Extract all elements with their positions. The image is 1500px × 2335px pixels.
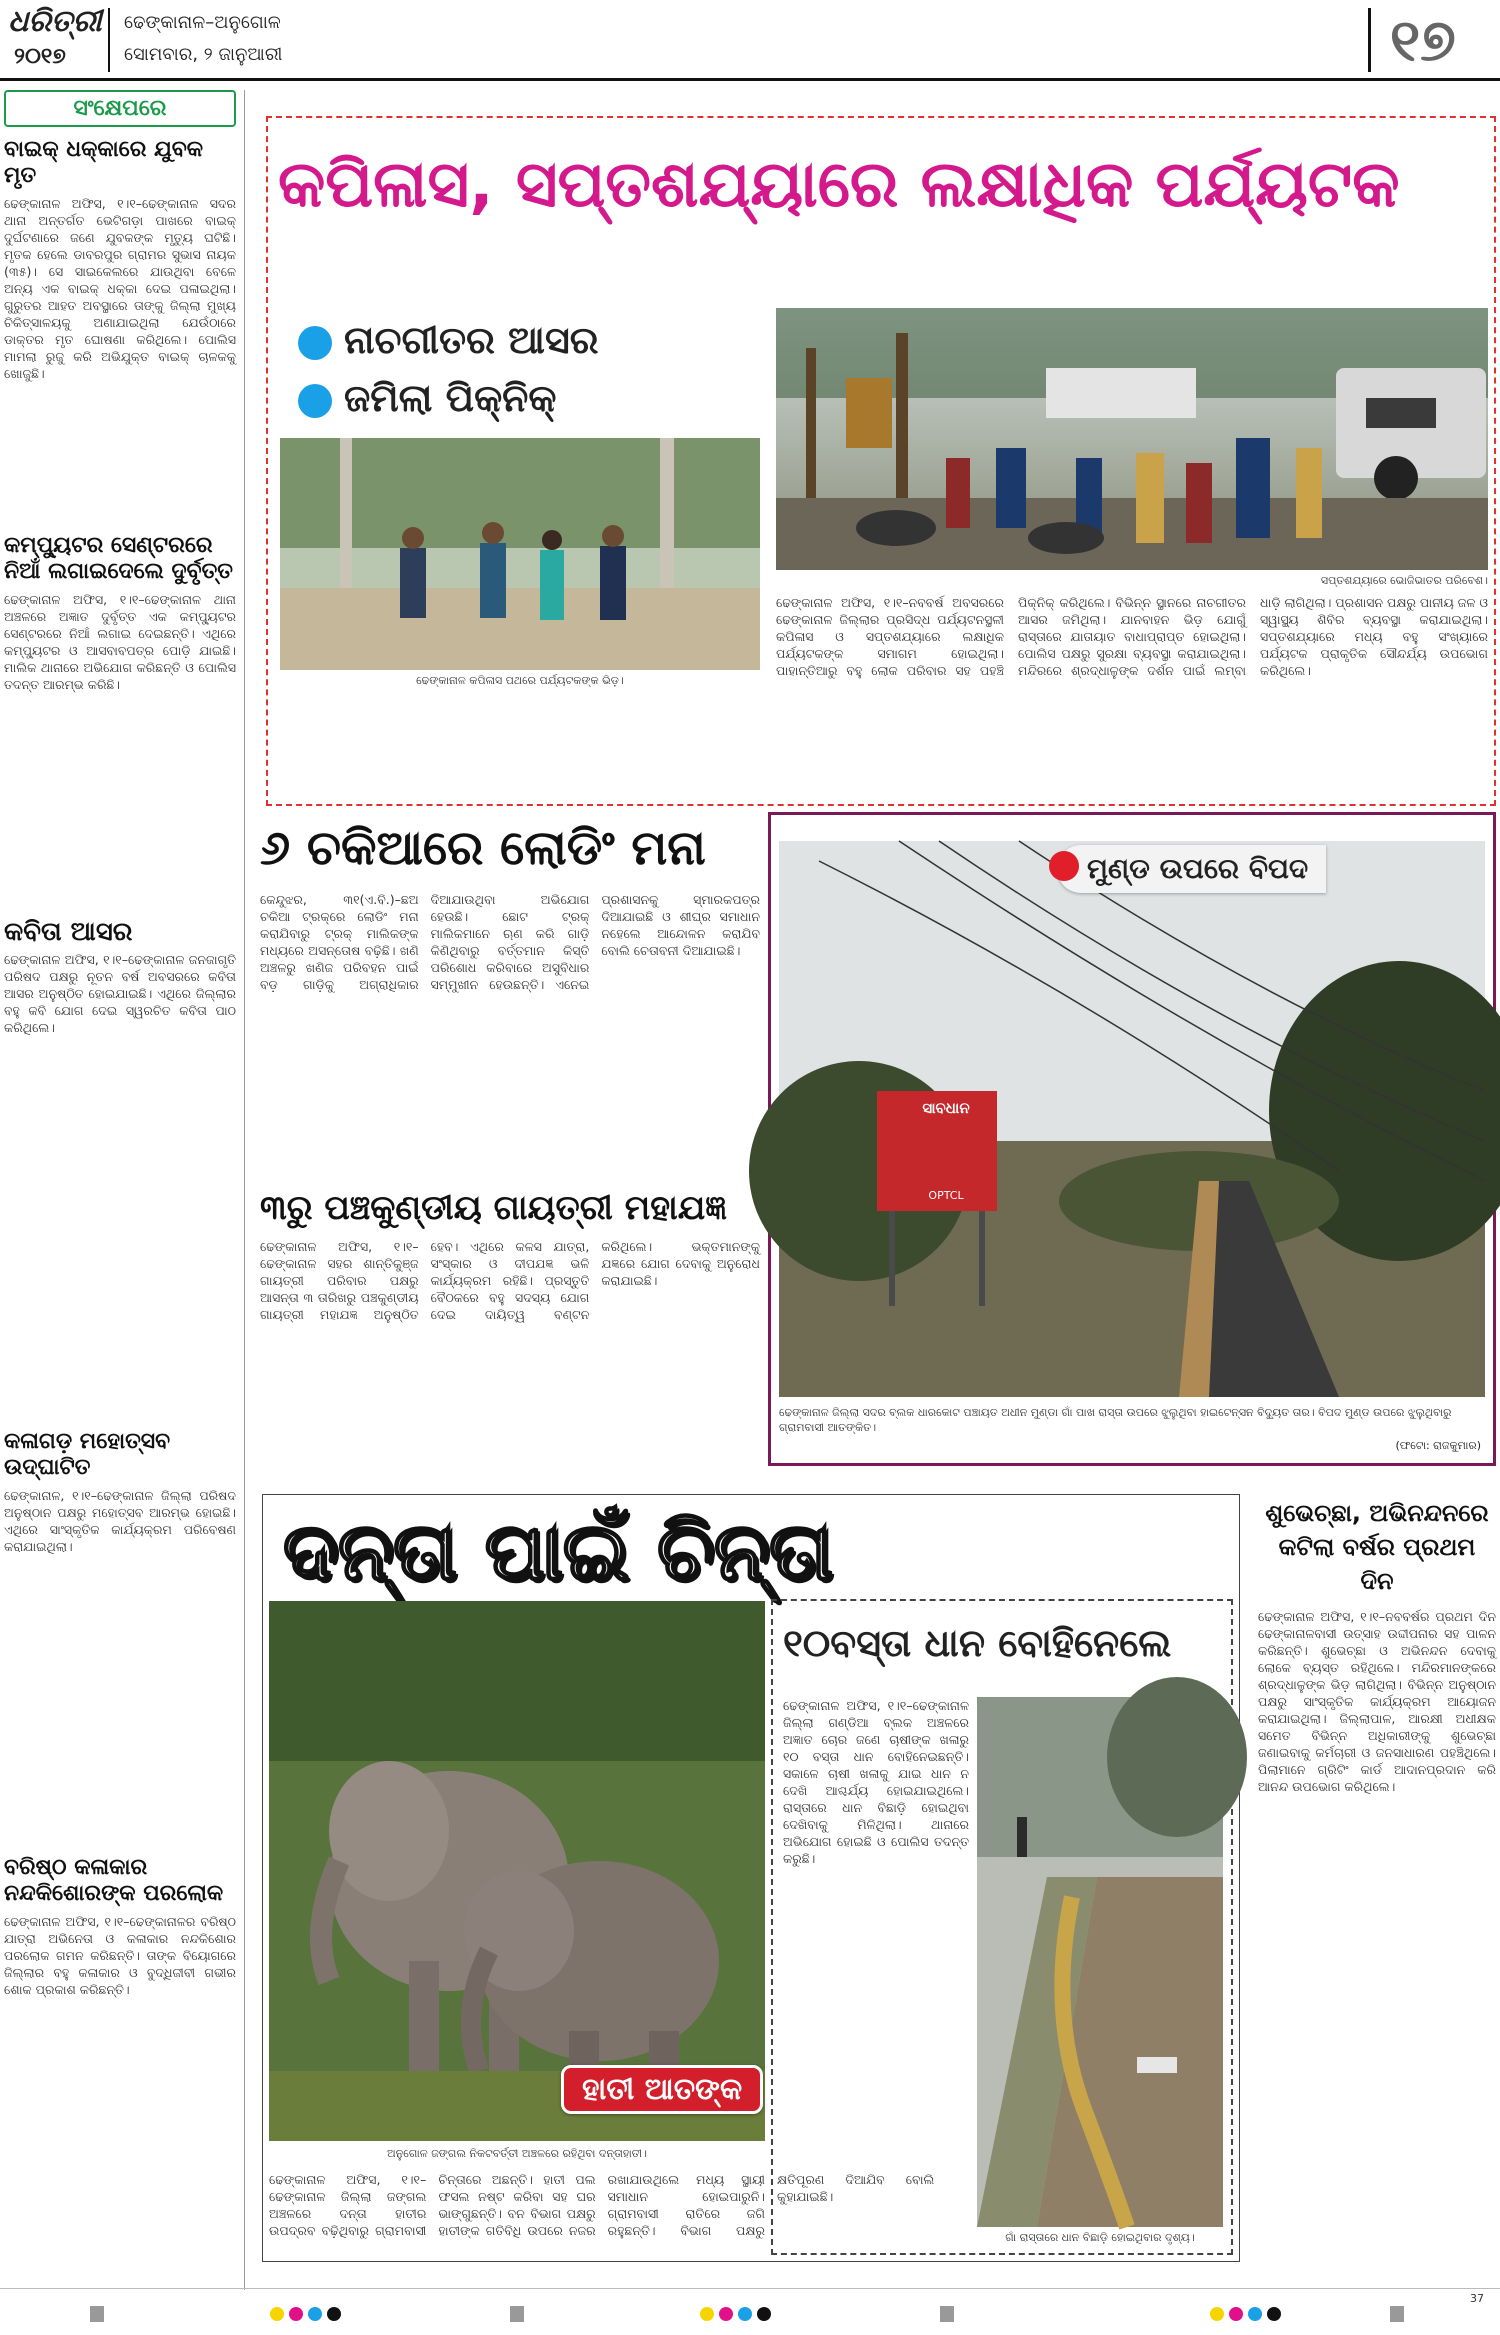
danger-sign-title: ସାବଧାନ [922,1099,970,1117]
sidebar-story-5-body: ଢେଙ୍କାନାଳ ଅଫିସ, ୧।୧–ଢେଙ୍କାନାଳର ବରିଷ୍ଠ ଯାତ୍ରା ଅଭିନେତା ଓ କଳାକାର ନନ୍ଦକିଶୋର ପରଲୋକ ଗମନ କରିଛନ୍ତି। ତାଙ୍କ ବିୟୋଗରେ ଜିଲ୍ଲାର ବହୁ କଳାକାର ଓ ବୁଦ୍ଧିଜୀବୀ ଗଭୀର ଶୋକ ପ୍ରକାଶ କରିଛନ୍ତି। [4,1914,236,1997]
sidebar-story-1-headline: ବାଇକ୍‌ ଧକ୍କାରେ ଯୁବକ ମୃତ [4,137,204,188]
sidebar [4,90,236,2290]
edition-label: ଢେଙ୍କାନାଳ–ଅନୁଗୋଳ [124,12,281,33]
newyear-story [1258,1496,1496,2264]
bullet-dot-icon [298,384,332,418]
sidebar-story-5-headline: ବରିଷ୍ଠ କଳାକାର ନନ୍ଦକିଶୋରଙ୍କ ପରଲୋକ [4,1855,224,1906]
issue-date: ସୋମବାର, ୨ ଜାନୁଆରୀ [124,44,283,65]
sidebar-story-3-headline: କବିତା ଆସର [4,917,133,947]
loading-story [260,820,760,1180]
registration-marks [90,2306,1410,2322]
gayatri-story-body: ଢେଙ୍କାନାଳ ଅଫିସ, ୧।୧–ଢେଙ୍କାନାଳ ସହର ଶାନ୍ତିକୁଞ୍ଜ ଗାୟତ୍ରୀ ପରିବାର ପକ୍ଷରୁ ଆସନ୍ତା ୩ ତାରିଖରୁ ପଞ୍ଚକୁଣ୍ଡୀୟ ଗାୟତ୍ରୀ ମହାଯଜ୍ଞ ଅନୁଷ୍ଠିତ ହେବ। ଏଥିରେ କଳସ ଯାତ୍ରା, ସଂସ୍କାର ଓ ଦୀପଯଜ୍ଞ ଭଳି କାର୍ଯ୍ୟକ୍ରମ ରହିଛି। ପ୍ରସ୍ତୁତି ବୈଠକରେ ବହୁ ସଦସ୍ୟ ଯୋଗ ଦେଇ ଦାୟିତ୍ୱ ବଣ୍ଟନ କରିଥିଲେ। ଭକ୍ତମାନଙ୍କୁ ଯଜ୍ଞରେ ଯୋଗ ଦେବାକୁ ଅନୁରୋଧ କରାଯାଇଛି। [260,1239,760,1322]
masthead [0,0,1500,80]
danger-caption: ଢେଙ୍କାନାଳ ଜିଲ୍ଲା ସଦର ବ୍ଲକ ଧାରକୋଟ ପଞ୍ଚାୟତ ଅଧୀନ ମୁଣ୍ଡା ଗାଁ ପାଖ ରାସ୍ତା ଉପରେ ଝୁଲୁଥିବା ହାଇଟେନ୍‌ସନ ବିଦ୍ୟୁତ ତାର। ବିପଦ ମୁଣ୍ଡ ଉପରେ ଝୁଲୁଥିବାରୁ ଗ୍ରାମବାସୀ ଆତଙ୍କିତ। [779,1406,1452,1434]
masthead-logo: ଧରିତ୍ରୀ [8,4,102,39]
danger-photo [779,841,1485,1397]
lead-story [266,116,1496,806]
newyear-headline: ଶୁଭେଚ୍ଛା, ଅଭିନନ୍ଦନରେ କଟିଲା ବର୍ଷର ପ୍ରଥମ ଦିନ [1265,1499,1489,1595]
gray-mark-icon [940,2306,954,2322]
alert-dot-icon [1049,851,1079,881]
cmyk-dots-icon [700,2306,771,2325]
sidebar-section-label [4,90,236,127]
sidebar-story-4-headline: କଳାଗଡ଼ ମହୋତ୍ସବ ଉଦ୍‌ଘାଟିତ [4,1429,171,1480]
crowd-photo-illustration [776,308,1488,570]
paddy-photo-caption: ଗାଁ ରାସ୍ତାରେ ଧାନ ବିଛାଡ଼ି ହୋଇଥିବାର ଦୃଶ୍ୟ। [1005,2231,1195,2244]
danger-story [768,812,1496,1466]
paddy-photo [977,1697,1223,2227]
sidebar-story-2-headline: କମ୍ପ୍ୟୁଟର ସେଣ୍ଟରରେ ନିଆଁ ଲଗାଇଦେଲେ ଦୁର୍ବୃତ୍ତ [4,533,233,584]
sidebar-story-1-body: ଢେଙ୍କାନାଳ ଅଫିସ, ୧।୧–ଢେଙ୍କାନାଳ ସଦର ଥାନା ଅନ୍ତର୍ଗତ ଭେଟିଗଡ଼ା ପାଖରେ ବାଇକ୍‌ ଦୁର୍ଘଟଣାରେ ଜଣେ ଯୁବକଙ୍କ ମୃତ୍ୟୁ ଘଟିଛି। ମୃତକ ହେଲେ ଡାବରପୁର ଗ୍ରାମର ସୁଭାସ ନାୟକ (୩୫)। ସେ ସାଇକେଲରେ ଯାଉଥିବା ବେଳେ ଅନ୍ୟ ଏକ ବାଇକ୍‌ ଧକ୍କା ଦେଇ ପଳାଇଥିଲା। ଗୁରୁତର ଆହତ ଅବସ୍ଥାରେ ତାଙ୍କୁ ଜିଲ୍ଲା ମୁଖ୍ୟ ଚିକିତ୍ସାଳୟକୁ ଅଣାଯାଇଥିଲା ଯେଉଁଠାରେ ଡାକ୍ତର ମୃତ ଘୋଷଣା କରିଥିଲେ। ପୋଲିସ ମାମଲା ରୁଜୁ କରି ଅଭିଯୁକ୍ତ ବାଇକ୍‌ ଚାଳକକୁ ଖୋଜୁଛି। [4,196,236,381]
footer-page-number: 37 [1470,2292,1484,2305]
sidebar-divider [244,90,245,2290]
paddy-road-photo-illustration [977,1697,1223,2227]
lead-photo-walkers-caption: ଢେଙ୍କାନାଳ କପିଳାସ ପଥରେ ପର୍ଯ୍ୟଟକଙ୍କ ଭିଡ଼। [416,674,624,687]
lead-photo-crowd [776,308,1488,570]
loading-headline: ୬ ଚକିଆରେ ଲୋଡିଂ ମନା [260,820,706,876]
power-line-photo-illustration [779,841,1485,1397]
lead-bullet-2-text: ଜମିଲା ପିକ୍‌ନିକ୍‌ [344,376,557,420]
page-number: ୧୭ [1390,6,1456,74]
elephant-story [262,1494,1240,2262]
elephant-story-body: ଢେଙ୍କାନାଳ ଅଫିସ, ୧।୧–ଢେଙ୍କାନାଳ ଜିଲ୍ଲା ଜଙ୍ଗଲ ଅଞ୍ଚଳରେ ଦନ୍ତା ହାତୀର ଉପଦ୍ରବ ବଢ଼ିଥିବାରୁ ଗ୍ରାମବାସୀ ଚିନ୍ତାରେ ଅଛନ୍ତି। ହାତୀ ପଲ ଫସଲ ନଷ୍ଟ କରିବା ସହ ଘର ଭାଙ୍ଗୁଛନ୍ତି। ବନ ବିଭାଗ ପକ୍ଷରୁ ହାତୀଙ୍କ ଗତିବିଧି ଉପରେ ନଜର ରଖାଯାଉଥିଲେ ମଧ୍ୟ ସ୍ଥାୟୀ ସମାଧାନ ହୋଇପାରୁନି। ଗ୍ରାମବାସୀ ରାତିରେ ଜଗି ରହୁଛନ୍ତି। ବିଭାଗ ପକ୍ଷରୁ କ୍ଷତିପୂରଣ ଦିଆଯିବ ବୋଲି କୁହାଯାଇଛି। [269,2172,935,2238]
elephant-photo-illustration [269,1601,765,2141]
elephant-tag-text: ହାତୀ ଆତଙ୍କ [582,2072,743,2107]
lead-photo-crowd-caption: ସପ୍ତଶଯ୍ୟାରେ ଭୋଜିଭାତର ପରିବେଶ। [1320,574,1488,587]
elephant-photo [269,1601,765,2141]
walkers-photo-illustration [280,438,760,670]
elephant-photo-caption: ଅନୁଗୋଳ ଜଙ୍ଗଲ ନିକଟବର୍ତ୍ତୀ ଅଞ୍ଚଳରେ ରହିଥିବା ଦନ୍ତାହାତୀ। [387,2147,647,2160]
sidebar-story-2-body: ଢେଙ୍କାନାଳ ଅଫିସ, ୧।୧–ଢେଙ୍କାନାଳ ଥାନା ଅଞ୍ଚଳରେ ଅଜ୍ଞାତ ଦୁର୍ବୃତ୍ତ ଏକ କମ୍ପ୍ୟୁଟର ସେଣ୍ଟରରେ ନିଆଁ ଲଗାଇ ଦେଇଛନ୍ତି। ଏଥିରେ କମ୍ପ୍ୟୁଟର ଓ ଆସବାବପତ୍ର ପୋଡ଼ି ଯାଇଛି। ମାଲିକ ଥାନାରେ ଅଭିଯୋଗ କରିଛନ୍ତି ଓ ପୋଲିସ ତଦନ୍ତ ଆରମ୍ଭ କରିଛି। [4,592,236,692]
page-number-divider [1368,8,1371,72]
lead-photo-walkers [280,438,760,670]
cmyk-dots-icon [1210,2306,1281,2325]
masthead-year: ୨୦୧୭ [14,44,66,69]
loading-story-body: କେନ୍ଦୁଝର, ୩୧(ଏ.ବି.)–ଛଅ ଚକିଆ ଟ୍ରକ୍‌ରେ ଲୋଡିଂ ମନା କରାଯିବାରୁ ଟ୍ରକ୍‌ ମାଲିକଙ୍କ ମଧ୍ୟରେ ଅସନ୍ତୋଷ ବଢ଼ିଛି। ଖଣି ଅଞ୍ଚଳରୁ ଖଣିଜ ପରିବହନ ପାଇଁ ବଡ଼ ଗାଡ଼ିକୁ ଅଗ୍ରାଧିକାର ଦିଆଯାଉଥିବା ଅଭିଯୋଗ ହେଉଛି। ଛୋଟ ଟ୍ରକ୍‌ ମାଲିକମାନେ ଋଣ କରି ଗାଡ଼ି କିଣିଥିବାରୁ ବର୍ତ୍ତମାନ କିସ୍ତି ପରିଶୋଧ କରିବାରେ ଅସୁବିଧାର ସମ୍ମୁଖୀନ ହେଉଛନ୍ତି। ଏନେଇ ପ୍ରଶାସନକୁ ସ୍ମାରକପତ୍ର ଦିଆଯାଇଛି ଓ ଶୀଘ୍ର ସମାଧାନ ନହେଲେ ଆନ୍ଦୋଳନ କରାଯିବ ବୋଲି ଚେତାବନୀ ଦିଆଯାଇଛି। [260,892,760,992]
masthead-bottom-rule [0,78,1500,81]
footer [0,2288,1500,2335]
lead-headline: କପିଳାସ, ସପ୍ତଶଯ୍ୟାରେ ଲକ୍ଷାଧିକ ପର୍ଯ୍ୟଟକ [278,148,1400,222]
sidebar-section-label-text: ସଂକ୍ଷେପରେ [73,96,167,121]
lead-bullet-1-text: ନାଚଗୀତର ଆସର [344,318,599,362]
lead-bullet-2 [298,376,556,421]
cmyk-dots-icon [270,2306,341,2325]
sidebar-story-4-body: ଢେଙ୍କାନାଳ, ୧।୧–ଢେଙ୍କାନାଳ ଜିଲ୍ଲା ପରିଷଦ ଅନୁଷ୍ଠାନ ପକ୍ଷରୁ ମହୋତ୍ସବ ଆରମ୍ଭ ହୋଇଛି। ଏଥିରେ ସାଂସ୍କୃତିକ କାର୍ଯ୍ୟକ୍ରମ ପରିବେଷଣ କରାଯାଇଥିଲା। [4,1488,236,1554]
masthead-divider [108,8,110,72]
danger-sign-org: OPTCL [928,1189,964,1202]
danger-tag-text: ମୁଣ୍ଡ ଉପରେ ବିପଦ [1087,852,1309,885]
elephant-tag [561,2065,763,2114]
sidebar-story-3-body: ଢେଙ୍କାନାଳ ଅଫିସ, ୧।୧–ଢେଙ୍କାନାଳ ଜନଜାଗୃତି ପରିଷଦ ପକ୍ଷରୁ ନୂତନ ବର୍ଷ ଅବସରରେ କବିତା ଆସର ଅନୁଷ୍ଠିତ ହୋଇଯାଇଛି। ଏଥିରେ ଜିଲ୍ଲାର ବହୁ କବି ଯୋଗ ଦେଇ ସ୍ୱରଚିତ କବିତା ପାଠ କରିଥିଲେ। [4,952,236,1035]
paddy-headline: ୧୦ବସ୍ତା ଧାନ ବୋହିନେଲେ [783,1621,1172,1665]
gray-mark-icon [90,2306,104,2322]
lead-bullet-1 [298,318,599,363]
paddy-story-body-left: ଢେଙ୍କାନାଳ ଅଫିସ, ୧।୧–ଢେଙ୍କାନାଳ ଜିଲ୍ଲା ଗଣ୍ଡିଆ ବ୍ଲକ ଅଞ୍ଚଳରେ ଅଜ୍ଞାତ ଚୋର ଜଣେ ଚାଷୀଙ୍କ ଖଳାରୁ ୧୦ ବସ୍ତା ଧାନ ବୋହିନେଇଛନ୍ତି। ସକାଳେ ଚାଷୀ ଖଳାକୁ ଯାଇ ଧାନ ନ ଦେଖି ଆଶ୍ଚର୍ଯ୍ୟ ହୋଇଯାଇଥିଲେ। ରାସ୍ତାରେ ଧାନ ବିଛାଡ଼ି ହୋଇଥିବା ଦେଖିବାକୁ ମିଳିଥିଲା। ଥାନାରେ ଅଭିଯୋଗ ହୋଇଛି ଓ ପୋଲିସ ତଦନ୍ତ କରୁଛି। [783,1698,969,1866]
newyear-story-body: ଢେଙ୍କାନାଳ ଅଫିସ, ୧।୧–ନବବର୍ଷର ପ୍ରଥମ ଦିନ ଢେଙ୍କାନାଳବାସୀ ଉତ୍ସାହ ଉଦ୍ଦୀପନାର ସହ ପାଳନ କରିଛନ୍ତି। ଶୁଭେଚ୍ଛା ଓ ଅଭିନନ୍ଦନ ଦେବାକୁ ଲୋକେ ବ୍ୟସ୍ତ ରହିଥିଲେ। ମନ୍ଦିରମାନଙ୍କରେ ଶ୍ରଦ୍ଧାଳୁଙ୍କ ଭିଡ଼ ଲାଗିଥିଲା। ବିଭିନ୍ନ ଅନୁଷ୍ଠାନ ପକ୍ଷରୁ ସାଂସ୍କୃତିକ କାର୍ଯ୍ୟକ୍ରମ ଆୟୋଜନ କରାଯାଇଥିଲା। ଜିଲ୍ଲାପାଳ, ଆରକ୍ଷୀ ଅଧୀକ୍ଷକ ସମେତ ବିଭିନ୍ନ ଅଧିକାରୀଙ୍କୁ ଶୁଭେଚ୍ଛା ଜଣାଇବାକୁ କର୍ମଚାରୀ ଓ ଜନସାଧାରଣ ପହଞ୍ଚିଥିଲେ। ପିଲାମାନେ ଗ୍ରିଟିଂ କାର୍ଡ ଆଦାନପ୍ରଦାନ କରି ଆନନ୍ଦ ଉପଭୋଗ କରିଥିଲେ। [1258,1609,1496,1794]
gayatri-headline: ୩ରୁ ପଞ୍ଚକୁଣ୍ଡୀୟ ଗାୟତ୍ରୀ ମହାଯଜ୍ଞ [260,1188,728,1228]
elephant-headline: ଦନ୍ତା ପାଇଁ ଚିନ୍ତା [283,1505,833,1598]
bullet-dot-icon [298,326,332,360]
lead-story-body: ଢେଙ୍କାନାଳ ଅଫିସ, ୧।୧–ନବବର୍ଷ ଅବସରରେ ଢେଙ୍କାନାଳ ଜିଲ୍ଲାର ପ୍ରସିଦ୍ଧ ପର୍ଯ୍ୟଟନସ୍ଥଳୀ କପିଳାସ ଓ ସପ୍ତଶଯ୍ୟାରେ ଲକ୍ଷାଧିକ ପର୍ଯ୍ୟଟକଙ୍କ ସମାଗମ ହୋଇଥିଲା। ପାହାନ୍ତିଆରୁ ବହୁ ଲୋକ ପରିବାର ସହ ପହଞ୍ଚି ପିକ୍‌ନିକ୍‌ କରିଥିଲେ। ବିଭିନ୍ନ ସ୍ଥାନରେ ନାଚଗୀତର ଆସର ଜମିଥିଲା। ଯାନବାହନ ଭିଡ଼ ଯୋଗୁଁ ରାସ୍ତାରେ ଯାତାୟାତ ବାଧାପ୍ରାପ୍ତ ହୋଇଥିଲା। ପୋଲିସ ପକ୍ଷରୁ ସୁରକ୍ଷା ବ୍ୟବସ୍ଥା କରାଯାଇଥିଲା। ମନ୍ଦିରରେ ଶ୍ରଦ୍ଧାଳୁଙ୍କ ଦର୍ଶନ ପାଇଁ ଲମ୍ବା ଧାଡ଼ି ଲାଗିଥିଲା। ପ୍ରଶାସନ ପକ୍ଷରୁ ପାନୀୟ ଜଳ ଓ ସ୍ୱାସ୍ଥ୍ୟ ଶିବିର ବ୍ୟବସ୍ଥା କରାଯାଇଥିଲା। ସପ୍ତଶଯ୍ୟାରେ ମଧ୍ୟ ବହୁ ସଂଖ୍ୟାରେ ପର୍ଯ୍ୟଟକ ପ୍ରାକୃତିକ ସୌନ୍ଦର୍ଯ୍ୟ ଉପଭୋଗ କରିଥିଲେ। [776,595,1488,678]
gray-mark-icon [510,2306,524,2322]
paddy-story [771,1599,1233,2255]
danger-tag [1057,845,1326,893]
gray-mark-icon [1390,2306,1404,2322]
footer-rule [0,2288,1500,2289]
danger-photo-credit: (ଫଟୋ: ରାଜକୁମାର) [1395,1439,1481,1452]
gayatri-story [260,1188,760,1478]
